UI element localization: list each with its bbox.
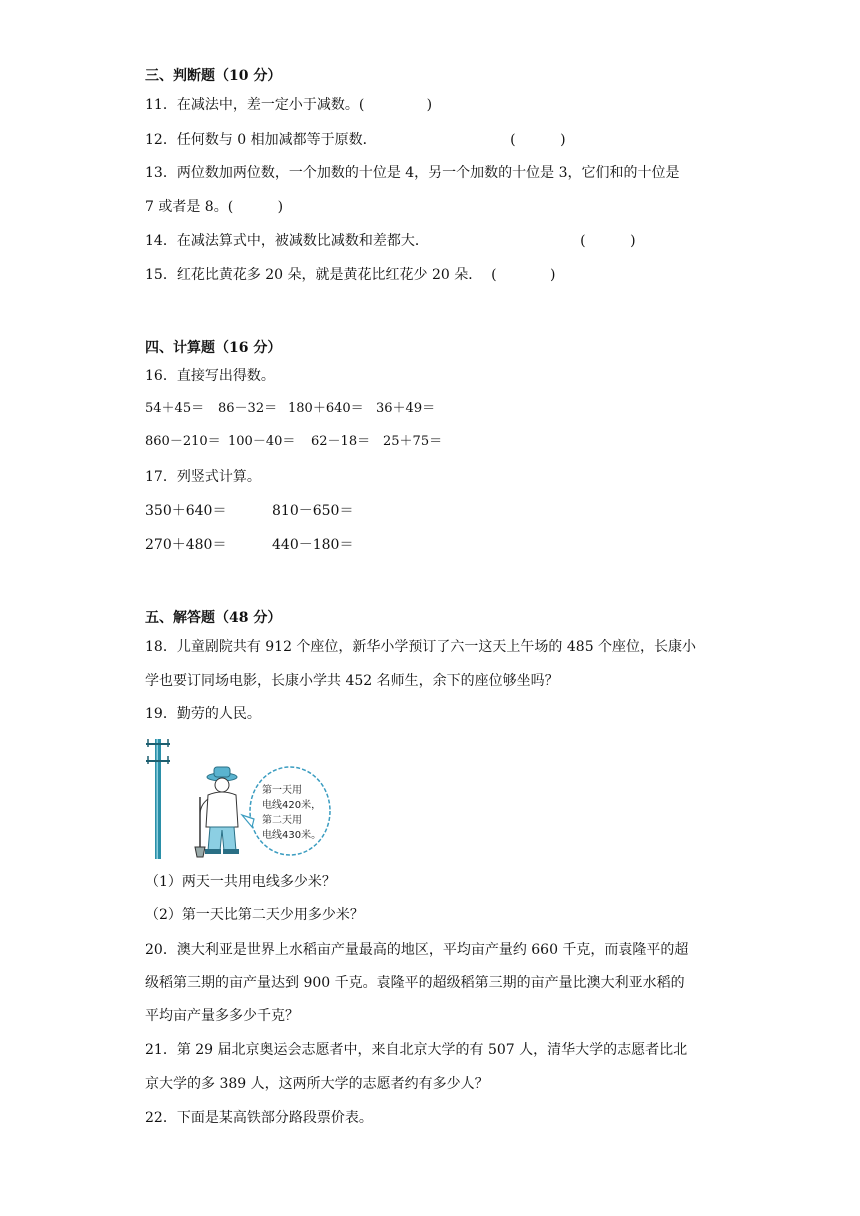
question-16: 16．直接写出得数。 bbox=[145, 368, 275, 384]
question-20-line2: 级稻第三期的亩产量达到 900 千克。袁隆平的超级稻第三期的亩产量比澳大利亚水稻的 bbox=[145, 975, 685, 991]
question-22: 22．下面是某高铁部分路段票价表。 bbox=[145, 1110, 373, 1126]
question-13-line2: 7 或者是 8。( ) bbox=[145, 199, 284, 215]
calc-item: 180＋640＝ bbox=[288, 401, 364, 416]
calc-item: 62－18＝ bbox=[311, 434, 371, 449]
bubble-line: 第一天用 bbox=[262, 785, 302, 796]
question-11: 11．在减法中，差一定小于减数。( ) bbox=[145, 97, 433, 113]
bubble-line: 电线420米， bbox=[262, 800, 322, 811]
calc-item: 86－32＝ bbox=[218, 401, 278, 416]
speech-bubble bbox=[242, 767, 330, 855]
worker-icon bbox=[195, 767, 239, 857]
vertical-calc-item: 810－650＝ bbox=[272, 503, 354, 519]
calc-item: 25＋75＝ bbox=[383, 434, 443, 449]
section-heading-calc: 四、计算题（16 分） bbox=[145, 340, 282, 356]
question-20-line3: 平均亩产量多多少千克？ bbox=[145, 1008, 299, 1024]
section-heading-solve: 五、解答题（48 分） bbox=[145, 610, 282, 626]
question-21-line1: 21．第 29 届北京奥运会志愿者中，来自北京大学的有 507 人，清华大学的志愿者比北 bbox=[145, 1042, 688, 1058]
question-15: 15．红花比黄花多 20 朵，就是黄花比红花少 20 朵． ( ) bbox=[145, 267, 556, 283]
question-18-line1: 18．儿童剧院共有 912 个座位，新华小学预订了六一这天上午场的 485 个座位，长康小 bbox=[145, 639, 697, 655]
section-heading-judge: 三、判断题（10 分） bbox=[145, 68, 282, 84]
question-20-line1: 20．澳大利亚是世界上水稻亩产量最高的地区，平均亩产量约 660 千克，而袁隆平的超 bbox=[145, 942, 689, 958]
vertical-calc-item: 350＋640＝ bbox=[145, 503, 227, 519]
calc-item: 54＋45＝ bbox=[145, 401, 205, 416]
question-18-line2: 学也要订同场电影，长康小学共 452 名师生，余下的座位够坐吗？ bbox=[145, 673, 559, 689]
question-14: 14．在减法算式中，被减数比减数和差都大． ( ) bbox=[145, 233, 636, 249]
question-19-sub2: （2）第一天比第二天少用多少米？ bbox=[145, 907, 364, 923]
vertical-calc-item: 440－180＝ bbox=[272, 537, 354, 553]
worker-pole-illustration bbox=[142, 735, 342, 860]
question-19-sub1: （1）两天一共用电线多少米？ bbox=[145, 874, 336, 890]
bubble-line: 第二天用 bbox=[262, 815, 302, 826]
question-21-line2: 京大学的多 389 人，这两所大学的志愿者约有多少人？ bbox=[145, 1076, 489, 1092]
question-19: 19．勤劳的人民。 bbox=[145, 706, 261, 722]
question-17: 17．列竖式计算。 bbox=[145, 469, 261, 485]
question-13-line1: 13．两位数加两位数，一个加数的十位是 4，另一个加数的十位是 3，它们和的十位是 bbox=[145, 165, 680, 181]
utility-pole-icon bbox=[146, 739, 170, 859]
question-12: 12．任何数与 0 相加减都等于原数． ( ) bbox=[145, 132, 566, 148]
bubble-line: 电线430米。 bbox=[262, 830, 322, 841]
calc-item: 100－40＝ bbox=[228, 434, 296, 449]
calc-item: 36＋49＝ bbox=[376, 401, 436, 416]
calc-item: 860－210＝ bbox=[145, 434, 221, 449]
vertical-calc-item: 270＋480＝ bbox=[145, 537, 227, 553]
